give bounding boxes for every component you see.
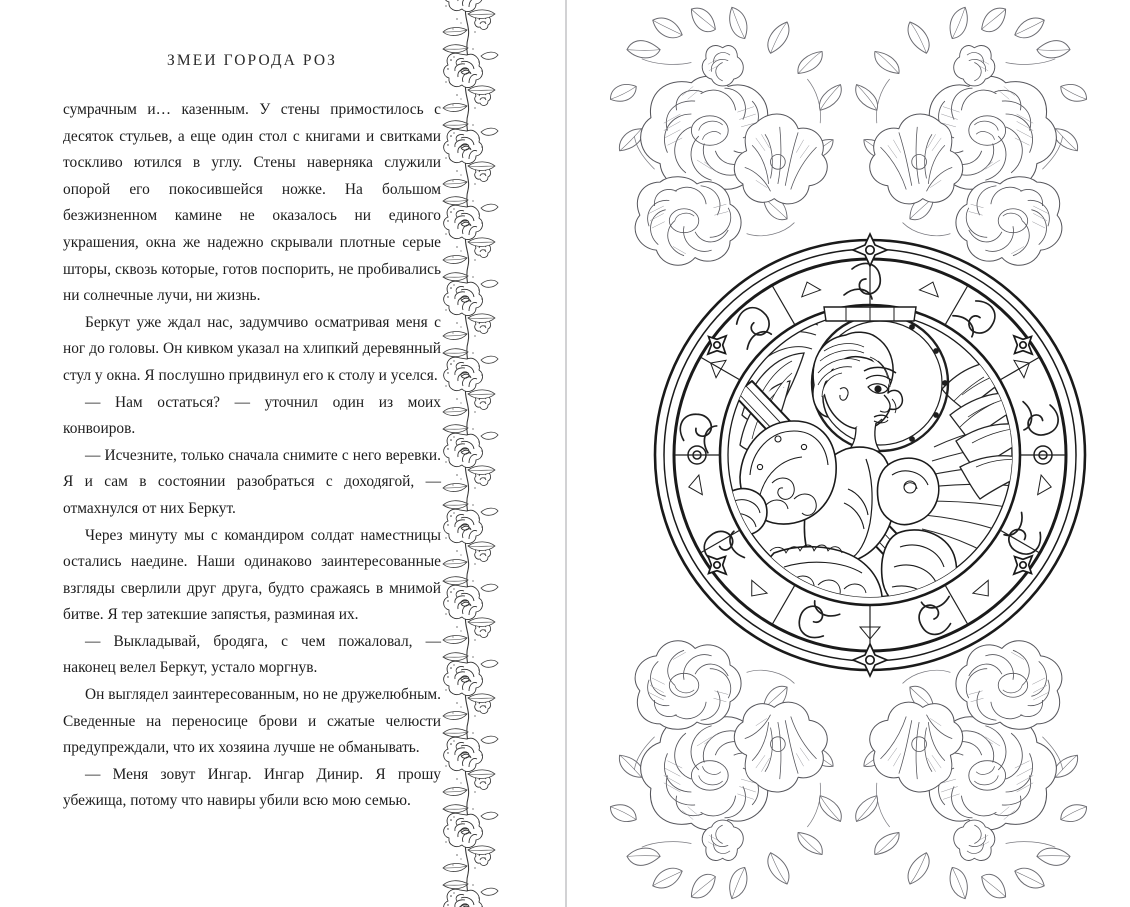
paragraph: Через минуту мы с командиром солдат наместницы остались наедине. Наши одинаково заинтересованные взгляды сверлили друг друга, будто сражаясь в мнимой битве. Я тер затекшие запястья, разминая их. <box>63 526 441 624</box>
rose-corner-top-right <box>856 7 1087 265</box>
rose-corner-bottom-left <box>610 641 841 899</box>
body-text-column <box>63 97 441 815</box>
winged-warrior-medallion-illustration <box>567 0 1130 907</box>
chapter-title: ЗМЕИ ГОРОДА РОЗ <box>167 52 337 69</box>
rose-corner-bottom-right <box>856 641 1087 899</box>
paragraph: — Выкладывай, бродяга, с чем пожаловал, — наконец велел Беркут, устало моргнув. <box>63 632 441 677</box>
right-page <box>567 0 1130 907</box>
paragraph: сумрачным и… казенным. У стены примостилось с десяток стульев, а еще один стол с книгами и свитками тоскливо ютился в углу. Стены наверняка служили опорой его покосившейся ножке. На большом безжизненном камине не оказалось ни единого украшения, окна же надежно скрывали плотные серые шторы, сквозь которые, готов поспорить, не пробивались ни солнечные лучи, ни жизнь. <box>63 101 441 305</box>
paragraph: — Меня зовут Ингар. Ингар Динир. Я прошу убежища, потому что навиры убили всю мою семью. <box>63 765 441 810</box>
paragraph: — Нам остаться? — уточнил один из моих конвоиров. <box>63 393 441 438</box>
paragraph: Беркут уже ждал нас, задумчиво осматривая меня с ног до головы. Он кивком указал на хлипкий деревянный стул у окна. Я послушно придвинул его к столу и уселся. <box>63 313 441 384</box>
paragraph: — Исчезните, только сначала снимите с него веревки. Я и сам в состоянии разобраться с доходягой, — отмахнулся от них Беркут. <box>63 446 441 517</box>
medallion <box>655 234 1085 676</box>
vertical-floral-vine-border <box>437 0 499 907</box>
vine-repeat <box>443 0 498 907</box>
paragraph: Он выглядел заинтересованным, но не дружелюбным. Сведенные на переносице брови и сжатые челюсти предупреждали, что их хозяина лучше не обманывать. <box>63 686 441 757</box>
rose-corner-top-left <box>610 7 841 265</box>
